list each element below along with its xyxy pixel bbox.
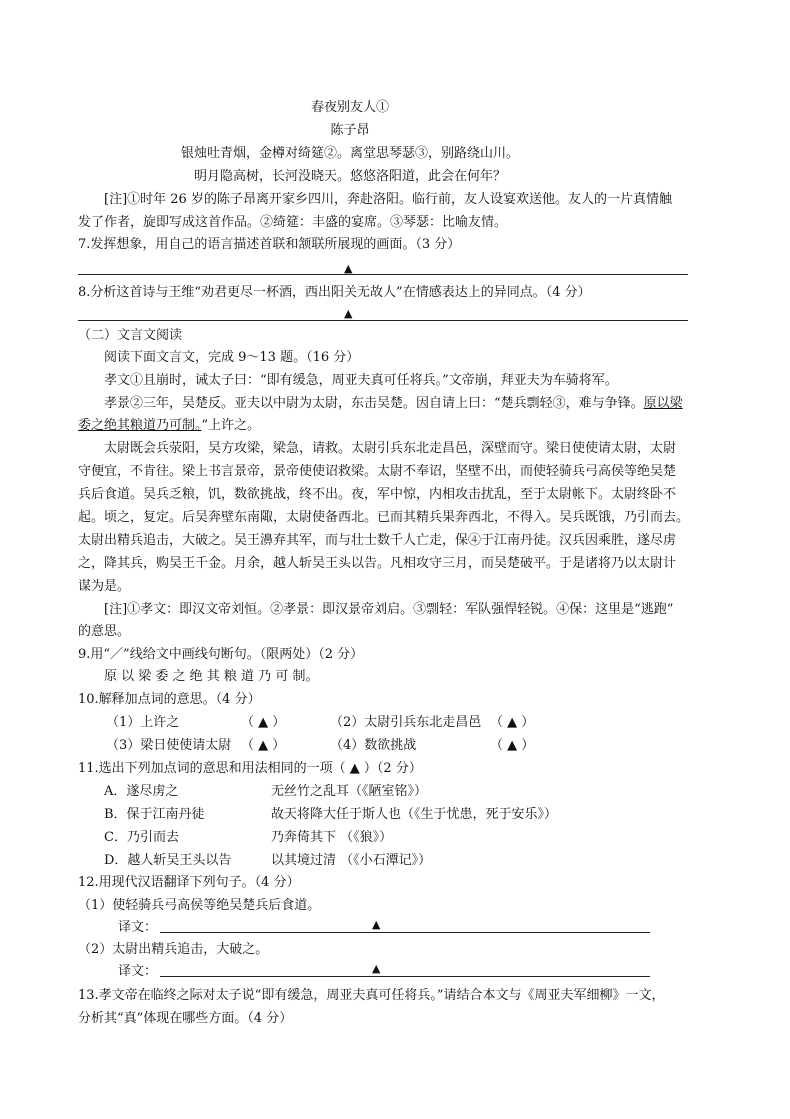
- passage-text: 孝景②三年，吴楚反。亚夫以中尉为太尉，东击吴楚。因自请上曰：“楚兵剽轻③，难与争锋。: [104, 396, 644, 411]
- passage-note: [注]①孝文：即汉文帝刘恒。②孝景：即汉景帝刘启。③剽轻：军队强悍轻锐。④保：这里是“逃跑”: [104, 602, 674, 617]
- q10-answer-2[interactable]: （ ▲ ）: [490, 715, 535, 730]
- poem-title: 春夜别友人①: [310, 100, 389, 115]
- passage-paragraph-2-cont: [78, 416, 260, 436]
- underlined-sentence: 原以梁: [643, 396, 683, 411]
- answer-line[interactable]: [78, 320, 688, 321]
- answer-marker: ▲: [344, 307, 353, 320]
- poem-line-2: 明月隐高树，长河没晓天。悠悠洛阳道，此会在何年？: [193, 169, 506, 184]
- question-10: 10.解释加点词的意思。（4 分）: [78, 692, 261, 707]
- sentence-to-punctuate: 原 以 梁 委 之 绝 其 粮 道 乃 可 制。: [104, 669, 319, 684]
- passage-text: ”上许之。: [201, 418, 261, 433]
- underlined-sentence: 委之绝其粮道乃可制。: [78, 418, 202, 433]
- poem-author: 陈子昂: [330, 123, 370, 138]
- question-8: 8.分析这首诗与王维“劝君更尽一杯酒，西出阳关无故人”在情感表达上的异同点。（4 分）: [78, 285, 591, 300]
- passage-paragraph-1: 孝文①且崩时，诫太子曰：“即有缓急，周亚夫真可任将兵。”文帝崩，拜亚夫为车骑将军。: [104, 373, 618, 388]
- poem-line-1: 银烛吐青烟，金樽对绮筵②。离堂思琴瑟③，别路绕山川。: [180, 146, 519, 161]
- q11-option-b-compare: 故天将降大任于斯人也（《生于忧患，死于安乐》）: [271, 807, 558, 822]
- q11-option-b[interactable]: B．保于江南丹徒: [104, 807, 205, 822]
- q11-option-a[interactable]: A．遂尽虏之: [104, 784, 179, 799]
- question-13: 13.孝文帝在临终之际对太子说“即有缓急，周亚夫真可任将兵。”请结合本文与《周亚夫军细柳》一文，: [78, 988, 665, 1003]
- passage-line: 兵后食道。吴兵乏粮，饥，数欲挑战，终不出。夜，军中惊，内相攻击扰乱，至于太尉帐下。太尉终卧不: [78, 487, 677, 502]
- q11-option-d[interactable]: D．越人斩吴王头以告: [104, 853, 232, 868]
- q11-option-a-compare: 无丝竹之乱耳（《陋室铭》）: [271, 784, 428, 799]
- section-instruction: 阅读下面文言文，完成 9～13 题。（16 分）: [104, 350, 360, 365]
- translation-line-1[interactable]: [160, 932, 650, 933]
- q12-sentence-1: （1）使轻骑兵弓高侯等绝吴楚兵后食道。: [78, 898, 321, 913]
- poem-note: [注]①时年 26 岁的陈子昂离开家乡四川，奔赴洛阳。临行前，友人设宴欢送他。友人的一片真情触: [104, 192, 672, 207]
- q10-item-2: （2）太尉引兵东北走昌邑: [330, 715, 482, 730]
- section-heading: （二）文言文阅读: [78, 328, 183, 343]
- passage-line: 谋为是。: [78, 579, 131, 594]
- q11-option-c-compare: 乃奔倚其下 （《狼》）: [271, 830, 393, 845]
- passage-line: 之，降其兵，购吴王千金。月余，越人斩吴王头以告。凡相攻守三月，而吴楚破平。于是诸将乃以太尉计: [78, 556, 677, 571]
- answer-marker: ▲: [344, 262, 353, 275]
- question-13-cont: 分析其“真”体现在哪些方面。（4 分）: [78, 1011, 293, 1026]
- q10-item-3: （3）梁日使使请太尉: [106, 738, 232, 753]
- q12-sentence-2: （2）太尉出精兵追击，大破之。: [78, 942, 269, 957]
- answer-marker: ▲: [372, 918, 381, 931]
- q10-item-1: （1）上许之: [106, 715, 180, 730]
- question-9: 9.用“／”线给文中画线句断句。（限两处）（2 分）: [78, 647, 364, 662]
- q10-answer-4[interactable]: （ ▲ ）: [490, 738, 535, 753]
- q12-translation-label-1: 译文：: [118, 920, 158, 935]
- passage-paragraph-2: [104, 394, 683, 414]
- answer-line[interactable]: [78, 274, 688, 275]
- passage-note-cont: 的意思。: [78, 624, 131, 639]
- passage-paragraph-3: 太尉既会兵荥阳，吴方攻梁，梁急，请救。太尉引兵东北走昌邑，深壁而守。梁日使使请太尉，太尉: [104, 441, 677, 456]
- passage-line: 起。顷之，复定。后吴奔壁东南陬，太尉使备西北。已而其精兵果奔西北，不得入。吴兵既饿，乃引而去。: [78, 510, 690, 525]
- question-11: 11.选出下列加点词的意思和用法相同的一项（ ▲ ）（2 分）: [78, 761, 422, 776]
- q11-option-c[interactable]: C．乃引而去: [104, 830, 179, 845]
- poem-note-cont: 发了作者，旋即写成这首作品。②绮筵：丰盛的宴席。③琴瑟：比喻友情。: [78, 215, 508, 230]
- question-12: 12.用现代汉语翻译下列句子。（4 分）: [78, 875, 300, 890]
- answer-marker: ▲: [372, 962, 381, 975]
- passage-line: 太尉出精兵追击，大破之。吴王濞弃其军，而与壮士数千人亡走，保④于江南丹徒。汉兵因乘胜，遂尽虏: [78, 533, 677, 548]
- q10-answer-3[interactable]: （ ▲ ）: [241, 738, 286, 753]
- q11-option-d-compare: 以其境过清 （《小石潭记》）: [271, 853, 432, 868]
- q10-item-4: （4）数欲挑战: [330, 738, 417, 753]
- q12-translation-label-2: 译文：: [118, 964, 158, 979]
- q10-answer-1[interactable]: （ ▲ ）: [241, 715, 286, 730]
- translation-line-2[interactable]: [160, 976, 650, 977]
- question-7: 7.发挥想象，用自己的语言描述首联和颔联所展现的画面。（3 分）: [78, 237, 461, 252]
- passage-line: 守便宜，不肯往。梁上书言景帝，景帝使使诏救梁。太尉不奉诏，坚壁不出，而使轻骑兵弓高侯等绝吴楚: [78, 464, 677, 479]
